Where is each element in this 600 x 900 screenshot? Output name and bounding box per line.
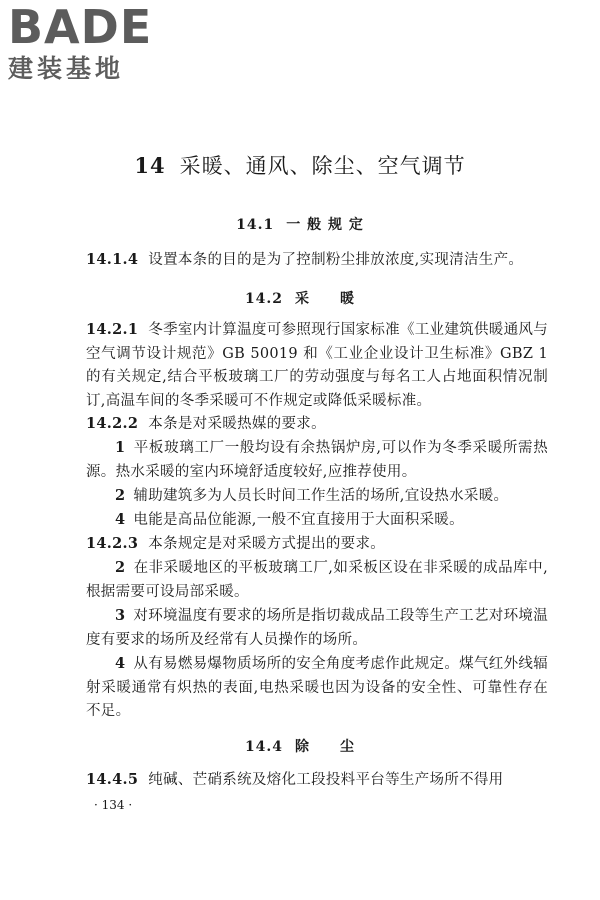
section-title: 除 尘	[295, 739, 356, 755]
bade-logo	[8, 0, 178, 84]
item-number: 4	[115, 511, 126, 528]
item-text: 在非采暖地区的平板玻璃工厂,如采板区设在非采暖的成品库中,根据需要可设局部采暖。	[86, 560, 548, 600]
clause-text: 本条规定是对采暖方式提出的要求。	[148, 536, 386, 552]
clause-number: 14.2.3	[86, 535, 139, 552]
clause-number: 14.4.5	[86, 771, 139, 788]
section-number: 14.1	[236, 217, 275, 233]
chapter-title	[0, 150, 600, 180]
logo-subtitle: 建装基地	[8, 54, 125, 83]
clause-14-2-1	[86, 318, 548, 413]
clause-number: 14.1.4	[86, 251, 139, 268]
clause-14-2-3-item-4	[86, 652, 548, 724]
clause-14-2-3-item-3	[86, 604, 548, 652]
clause-14-1-4	[86, 248, 548, 273]
item-number: 2	[115, 487, 126, 504]
clause-text: 本条是对采暖热媒的要求。	[148, 416, 326, 432]
logo-wordmark: BADE	[8, 0, 153, 54]
item-number: 4	[115, 655, 126, 672]
clause-14-2-2-item-2	[86, 484, 548, 509]
section-title: 采 暖	[295, 291, 356, 307]
page-number: · 134 ·	[94, 798, 133, 812]
section-heading-14-2	[0, 288, 600, 308]
clause-14-4-5	[86, 768, 548, 793]
clause-14-2-3	[86, 532, 548, 557]
clause-14-2-2	[86, 412, 548, 437]
item-number: 3	[115, 607, 126, 624]
section-heading-14-1	[0, 214, 600, 234]
section-heading-14-4	[0, 736, 600, 756]
item-text: 平板玻璃工厂一般均设有余热锅炉房,可以作为冬季采暖所需热源。热水采暖的室内环境舒适度较好,应推荐使用。	[86, 440, 548, 480]
clause-text: 纯碱、芒硝系统及熔化工段投料平台等生产场所不得用	[148, 772, 504, 788]
chapter-title-text: 采暖、通风、除尘、空气调节	[179, 154, 466, 178]
clause-number: 14.2.1	[86, 321, 139, 338]
section-number: 14.4	[244, 739, 284, 755]
clause-text: 冬季室内计算温度可参照现行国家标准《工业建筑供暖通风与空气调节设计规范》GB 50019 和《工业企业设计卫生标准》GBZ 1 的有关规定,结合平板玻璃工厂的劳动强度与每名工人占地面积情况制订,高温车间的冬季采暖可不作规定或降低采暖标准。	[86, 322, 548, 409]
clause-number: 14.2.2	[86, 415, 139, 432]
item-text: 电能是高品位能源,一般不宜直接用于大面积采暖。	[133, 512, 464, 528]
item-number: 2	[115, 559, 126, 576]
section-title: 一 般 规 定	[286, 217, 364, 233]
chapter-number: 14	[134, 153, 166, 178]
item-number: 1	[115, 439, 126, 456]
section-number: 14.2	[244, 291, 284, 307]
clause-14-2-2-item-4	[86, 508, 548, 533]
clause-text: 设置本条的目的是为了控制粉尘排放浓度,实现清洁生产。	[148, 252, 524, 268]
clause-14-2-3-item-2	[86, 556, 548, 604]
item-text: 从有易燃易爆物质场所的安全角度考虑作此规定。煤气红外线辐射采暖通常有炽热的表面,电热采暖也因为设备的安全性、可靠性存在不足。	[86, 656, 548, 719]
item-text: 对环境温度有要求的场所是指切裁成品工段等生产工艺对环境温度有要求的场所及经常有人员操作的场所。	[86, 608, 548, 648]
item-text: 辅助建筑多为人员长时间工作生活的场所,宜设热水采暖。	[133, 488, 509, 504]
clause-14-2-2-item-1	[86, 436, 548, 484]
